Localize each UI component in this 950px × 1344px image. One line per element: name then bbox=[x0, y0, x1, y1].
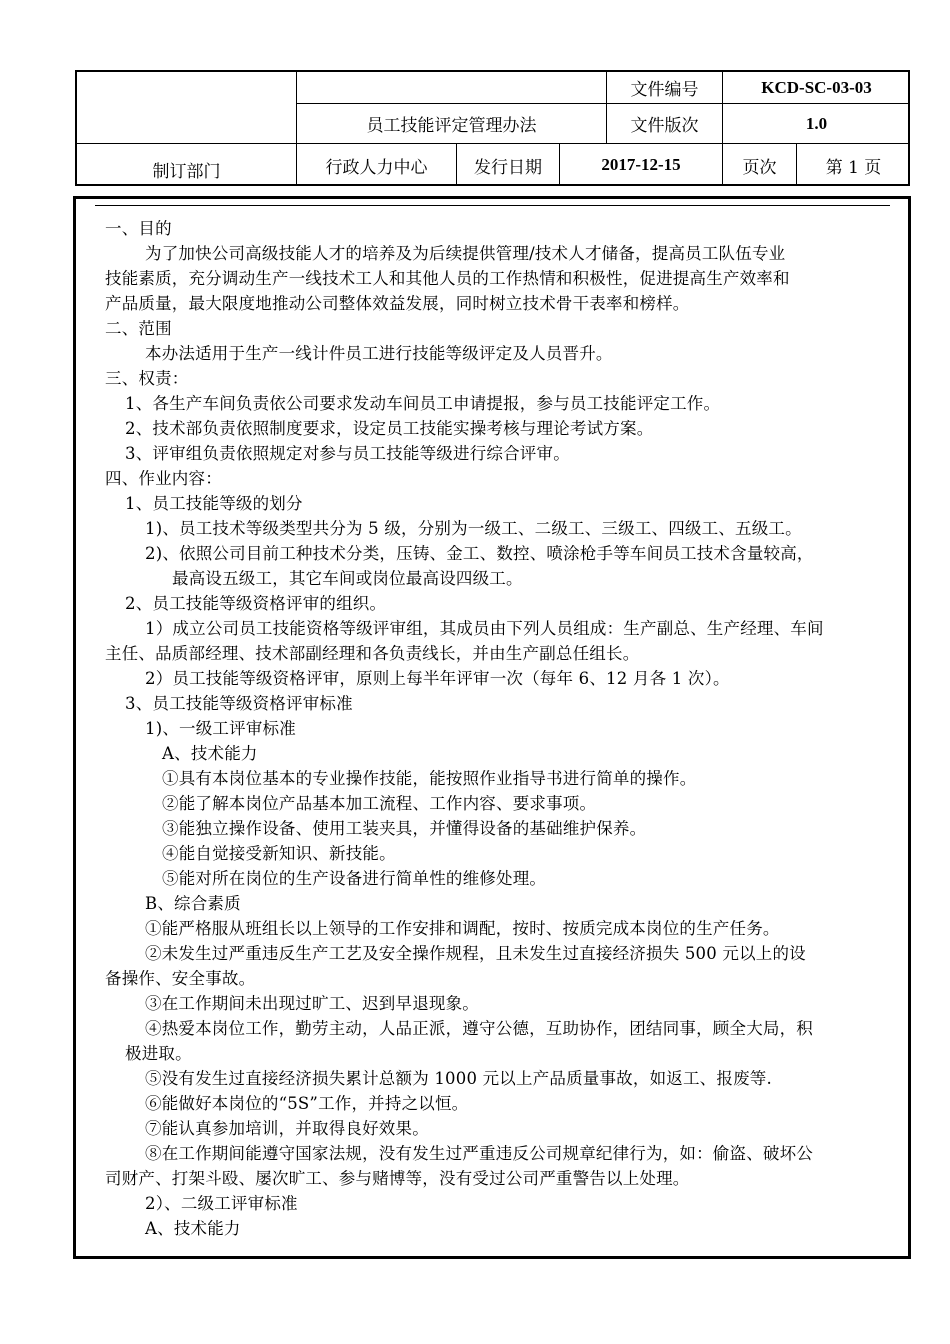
body-line: ⑤能对所在岗位的生产设备进行简单性的维修处理。 bbox=[162, 869, 547, 888]
body-line: 1、员工技能等级的划分 bbox=[125, 494, 303, 513]
body-line: ④热爱本岗位工作，勤劳主动，人品正派，遵守公德，互助协作，团结同事，顾全大局，积 bbox=[145, 1019, 813, 1038]
body-line: 本办法适用于生产一线计件员工进行技能等级评定及人员晋升。 bbox=[145, 344, 613, 363]
body-line: ②能了解本岗位产品基本加工流程、工作内容、要求事项。 bbox=[162, 794, 597, 813]
body-top-rule bbox=[95, 205, 890, 206]
document-title: 员工技能评定管理办法 bbox=[366, 116, 537, 136]
body-line: 1)、一级工评审标准 bbox=[145, 719, 296, 738]
body-line: 司财产、打架斗殴、屡次旷工、参与赌博等，没有受过公司严重警告以上处理。 bbox=[105, 1169, 690, 1188]
doc-number-value: KCD-SC-03-03 bbox=[761, 77, 872, 97]
page-value: 第 1 页 bbox=[825, 157, 882, 178]
document-header-table bbox=[75, 70, 910, 186]
body-line: 三、权责： bbox=[105, 369, 189, 388]
body-line: 2）、二级工评审标准 bbox=[145, 1194, 298, 1213]
body-line: ①能严格服从班组长以上领导的工作安排和调配，按时、按质完成本岗位的生产任务。 bbox=[145, 919, 780, 938]
issue-date-value: 2017-12-15 bbox=[601, 155, 681, 174]
body-line: ④能自觉接受新知识、新技能。 bbox=[162, 844, 396, 863]
doc-number-label: 文件编号 bbox=[630, 80, 699, 100]
body-line: ⑦能认真参加培训，并取得良好效果。 bbox=[145, 1119, 429, 1138]
issue-date-label: 发行日期 bbox=[474, 157, 542, 178]
body-line: 2）员工技能等级资格评审，原则上每半年评审一次（每年 6、12 月各 1 次）。 bbox=[145, 669, 730, 688]
body-line: 备操作、安全事故。 bbox=[105, 969, 256, 988]
body-line: ②未发生过严重违反生产工艺及安全操作规程，且未发生过直接经济损失 500 元以上的设 bbox=[145, 944, 806, 963]
body-line: 主任、品质部经理、技术部副经理和各负责线长，并由生产副总任组长。 bbox=[105, 644, 640, 663]
body-line: 1)、员工技术等级类型共分为 5 级，分别为一级工、二级工、三级工、四级工、五级工。 bbox=[145, 519, 802, 538]
page-label: 页次 bbox=[742, 157, 777, 178]
body-line: 2、技术部负责依照制度要求，设定员工技能实操考核与理论考试方案。 bbox=[125, 419, 654, 438]
body-line: 技能素质，充分调动生产一线技术工人和其他人员的工作热情和积极性，促进提高生产效率和 bbox=[105, 269, 790, 288]
body-line: 1、各生产车间负责依公司要求发动车间员工申请提报，参与员工技能评定工作。 bbox=[125, 394, 721, 413]
body-line: 3、评审组负责依照规定对参与员工技能等级进行综合评审。 bbox=[125, 444, 570, 463]
body-line: 3、员工技能等级资格评审标准 bbox=[125, 694, 353, 713]
body-line: ⑧在工作期间能遵守国家法规，没有发生过严重违反公司规章纪律行为，如：偷盗、破坏公 bbox=[145, 1144, 813, 1163]
body-line: ⑤没有发生过直接经济损失累计总额为 1000 元以上产品质量事故，如返工、报废等. bbox=[145, 1069, 772, 1088]
body-line: 产品质量，最大限度地推动公司整体效益发展，同时树立技术骨干表率和榜样。 bbox=[105, 294, 690, 313]
body-line: ⑥能做好本岗位的“5S”工作，并持之以恒。 bbox=[145, 1094, 469, 1113]
body-line: 1）成立公司员工技能资格等级评审组，其成员由下列人员组成：生产副总、生产经理、车间 bbox=[145, 619, 824, 638]
version-label: 文件版次 bbox=[630, 116, 699, 136]
version-value: 1.0 bbox=[805, 113, 828, 133]
dept-value: 行政人力中心 bbox=[325, 157, 428, 178]
body-line: 2、员工技能等级资格评审的组织。 bbox=[125, 594, 387, 613]
body-line: ③能独立操作设备、使用工装夹具，并懂得设备的基础维护保养。 bbox=[162, 819, 647, 838]
body-line: A、技术能力 bbox=[162, 744, 258, 763]
body-line: B、综合素质 bbox=[145, 894, 241, 913]
body-line: 最高设五级工，其它车间或岗位最高设四级工。 bbox=[172, 569, 523, 588]
body-line: A、技术能力 bbox=[145, 1219, 241, 1238]
body-line: ③在工作期间未出现过旷工、迟到早退现象。 bbox=[145, 994, 479, 1013]
body-line: 二、范围 bbox=[105, 319, 172, 338]
body-line: 为了加快公司高级技能人才的培养及为后续提供管理/技术人才储备，提高员工队伍专业 bbox=[145, 244, 786, 263]
body-line: 2)、依照公司目前工种技术分类，压铸、金工、数控、喷涂枪手等车间员工技术含量较高， bbox=[145, 544, 814, 563]
body-line: 极进取。 bbox=[125, 1044, 192, 1063]
body-line: 四、作业内容： bbox=[105, 469, 222, 488]
body-line: ①具有本岗位基本的专业操作技能，能按照作业指导书进行简单的操作。 bbox=[162, 769, 697, 788]
dept-label: 制订部门 bbox=[152, 161, 221, 182]
body-line: 一、目的 bbox=[105, 219, 172, 238]
